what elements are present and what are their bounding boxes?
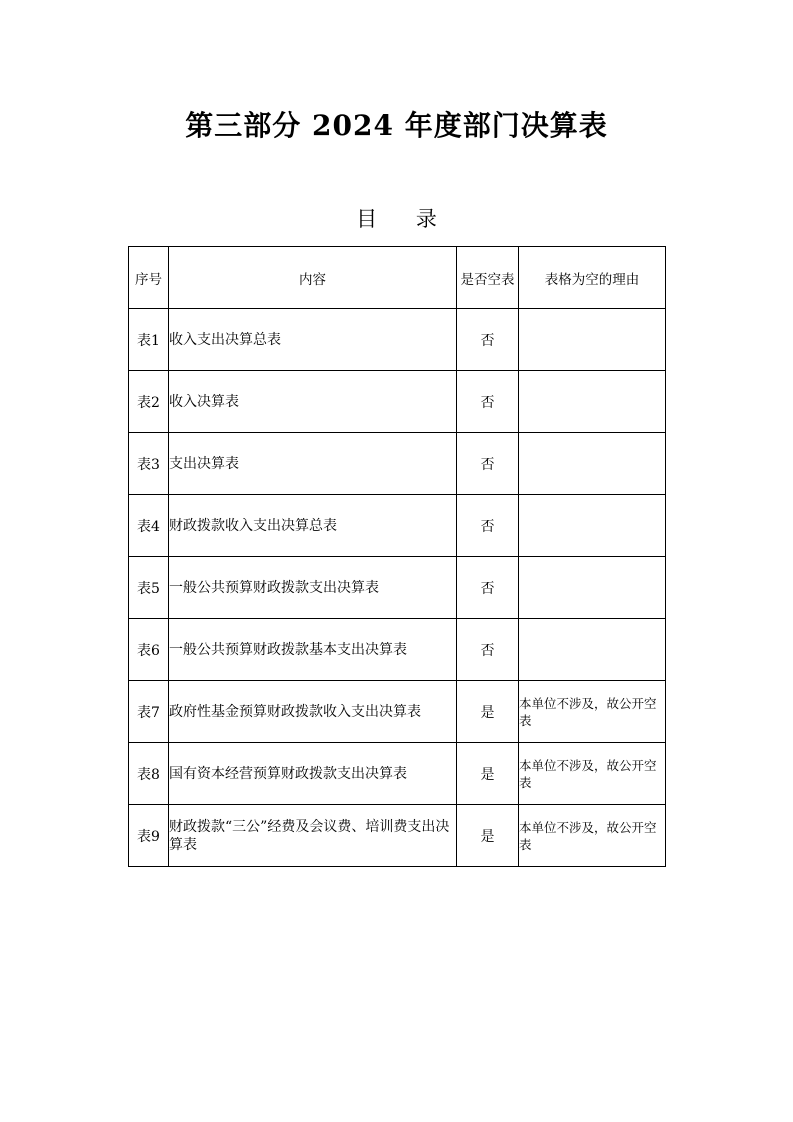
row-is-empty: 否 [457, 371, 519, 433]
header-content: 内容 [169, 247, 457, 309]
row-seq: 表9 [129, 805, 169, 867]
row-content: 财政拨款收入支出决算总表 [169, 495, 457, 557]
row-reason [519, 557, 666, 619]
row-is-empty: 否 [457, 619, 519, 681]
row-reason [519, 619, 666, 681]
table-row [129, 433, 666, 495]
row-content: 支出决算表 [169, 433, 457, 495]
row-is-empty: 是 [457, 681, 519, 743]
row-content: 国有资本经营预算财政拨款支出决算表 [169, 743, 457, 805]
row-content: 收入支出决算总表 [169, 309, 457, 371]
row-reason: 本单位不涉及，故公开空表 [519, 681, 666, 743]
header-seq: 序号 [129, 247, 169, 309]
row-is-empty: 否 [457, 495, 519, 557]
toc-heading: 目 录 [356, 207, 453, 231]
row-reason [519, 309, 666, 371]
table-row [129, 371, 666, 433]
table-row [129, 495, 666, 557]
row-content: 财政拨款“三公”经费及会议费、培训费支出决算表 [169, 805, 457, 867]
row-seq: 表6 [129, 619, 169, 681]
row-reason [519, 371, 666, 433]
toc-table [128, 246, 666, 867]
row-is-empty: 是 [457, 805, 519, 867]
table-row [129, 557, 666, 619]
row-content: 一般公共预算财政拨款基本支出决算表 [169, 619, 457, 681]
table-header-row [129, 247, 666, 309]
row-is-empty: 否 [457, 309, 519, 371]
row-content: 收入决算表 [169, 371, 457, 433]
row-reason [519, 495, 666, 557]
row-reason [519, 433, 666, 495]
row-seq: 表1 [129, 309, 169, 371]
row-reason: 本单位不涉及，故公开空表 [519, 743, 666, 805]
row-is-empty: 是 [457, 743, 519, 805]
row-seq: 表7 [129, 681, 169, 743]
table-row [129, 805, 666, 867]
header-is-empty: 是否空表 [457, 247, 519, 309]
header-reason: 表格为空的理由 [519, 247, 666, 309]
row-seq: 表3 [129, 433, 169, 495]
table-row [129, 743, 666, 805]
row-seq: 表4 [129, 495, 169, 557]
page-title: 第三部分 2024 年度部门决算表 [185, 109, 608, 142]
table-row [129, 309, 666, 371]
row-seq: 表5 [129, 557, 169, 619]
row-content: 一般公共预算财政拨款支出决算表 [169, 557, 457, 619]
row-is-empty: 否 [457, 557, 519, 619]
row-is-empty: 否 [457, 433, 519, 495]
row-reason: 本单位不涉及，故公开空表 [519, 805, 666, 867]
row-seq: 表2 [129, 371, 169, 433]
row-seq: 表8 [129, 743, 169, 805]
row-content: 政府性基金预算财政拨款收入支出决算表 [169, 681, 457, 743]
table-row [129, 681, 666, 743]
table-row [129, 619, 666, 681]
